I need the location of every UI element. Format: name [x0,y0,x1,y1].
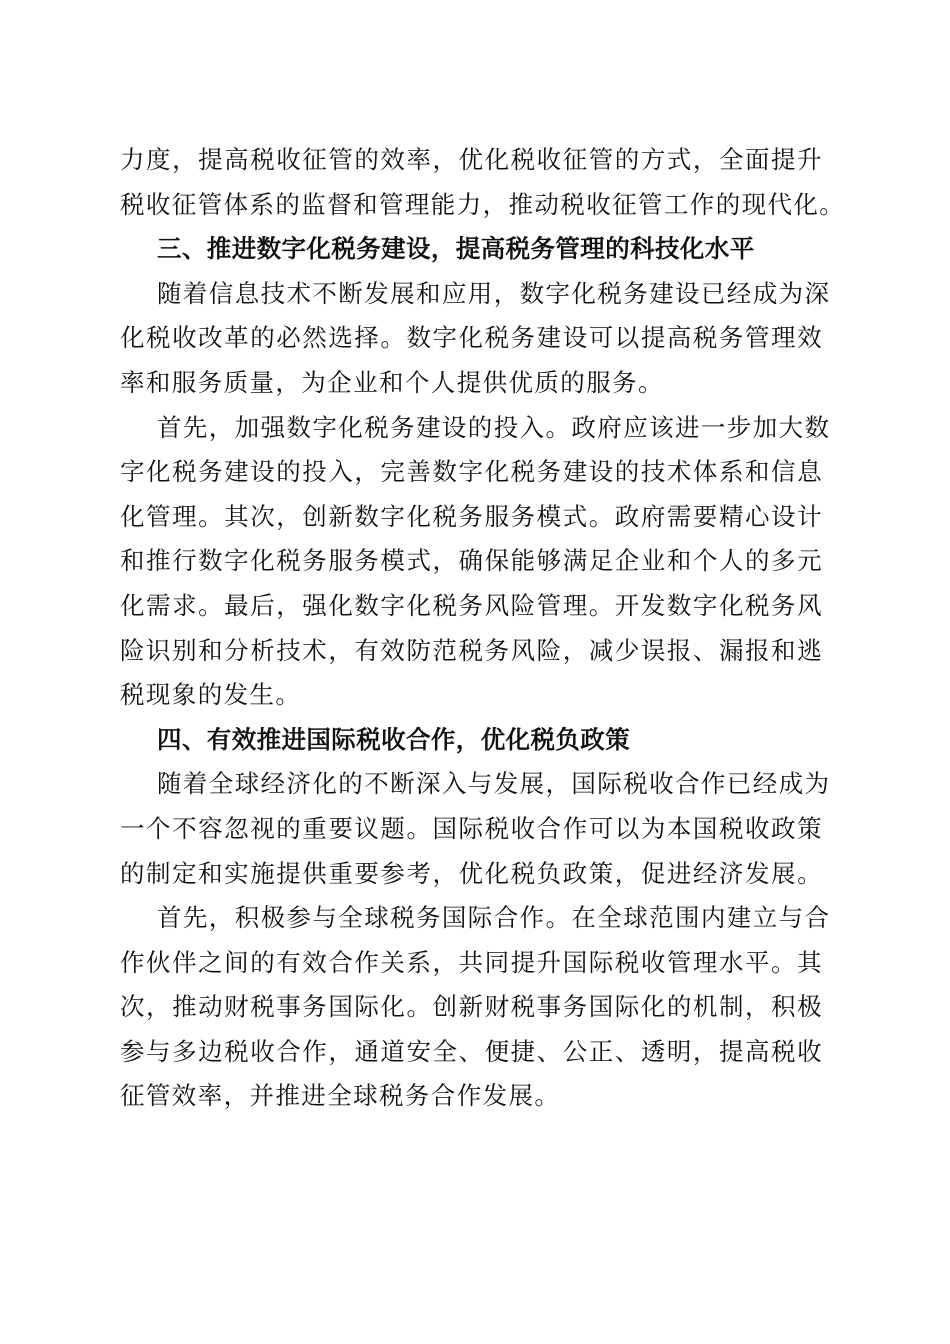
body-text-line: 首先，加强数字化税务建设的投入。政府应该进一步加大数 [157,412,831,442]
section-heading: 四、有效推进国际税收合作，优化税负政策 [157,724,631,754]
body-text-line: 税收征管体系的监督和管理能力，推动税收征管工作的现代化。 [120,189,846,219]
body-text-line: 征管效率，并推进全球税务合作发展。 [120,1081,561,1111]
body-text-line: 和推行数字化税务服务模式，确保能够满足企业和个人的多元 [120,546,823,576]
body-text-line: 随着全球经济化的不断深入与发展，国际税收合作已经成为 [157,769,831,799]
body-text-line: 化税收改革的必然选择。数字化税务建设可以提高税务管理效 [120,323,823,353]
body-text-line: 险识别和分析技术，有效防范税务风险，减少误报、漏报和逃 [120,635,823,665]
body-text-line: 化需求。最后，强化数字化税务风险管理。开发数字化税务风 [120,590,823,620]
body-text-line: 力度，提高税收征管的效率，优化税收征管的方式，全面提升 [120,145,823,174]
body-text-line: 化管理。其次，创新数字化税务服务模式。政府需要精心设计 [120,501,823,531]
body-text-line: 作伙伴之间的有效合作关系，共同提升国际税收管理水平。其 [120,947,823,977]
body-text-line: 字化税务建设的投入，完善数字化税务建设的技术体系和信息 [120,457,823,487]
body-text-line: 的制定和实施提供重要参考，优化税负政策，促进经济发展。 [120,858,823,888]
body-text-line: 首先，积极参与全球税务国际合作。在全球范围内建立与合 [157,903,831,933]
section-heading: 三、推进数字化税务建设，提高税务管理的科技化水平 [157,234,755,264]
body-text-line: 参与多边税收合作，通道安全、便捷、公正、透明，提高税收 [120,1036,823,1066]
body-text-line: 税现象的发生。 [120,680,302,710]
body-text-line: 一个不容忽视的重要议题。国际税收合作可以为本国税收政策 [120,813,823,843]
body-text-line: 随着信息技术不断发展和应用，数字化税务建设已经成为深 [157,278,831,308]
body-text-line: 率和服务质量，为企业和个人提供优质的服务。 [120,367,664,397]
document-page [120,138,846,1119]
body-text-line: 次，推动财税事务国际化。创新财税事务国际化的机制，积极 [120,992,823,1022]
